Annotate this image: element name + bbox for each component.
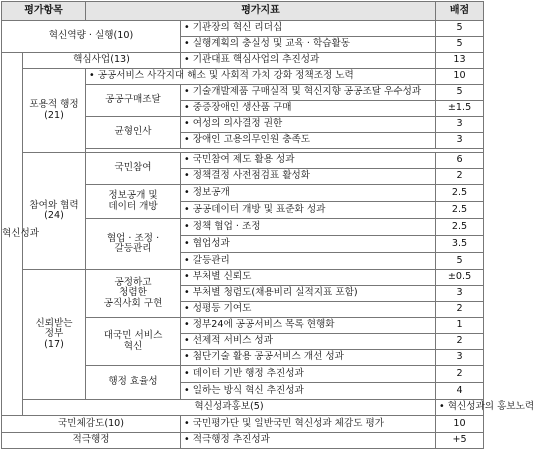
indicator-item: • 정책결정 사전점검표 활성화 — [181, 169, 436, 185]
table-row — [2, 21, 484, 37]
indicator-item: • 국민참여 제도 활용 성과 — [181, 153, 436, 169]
indicator-item: • 기관대표 핵심사업의 추진성과 — [181, 53, 436, 69]
indicator-item: • 실행계획의 충실성 및 교육 · 학습활동 — [181, 37, 436, 53]
indicator-item: • 중증장애인 생산품 구매 — [181, 101, 436, 117]
category-trusted-government: 신뢰받는 정부 (17) — [23, 270, 86, 400]
points-value: 6 — [436, 153, 484, 169]
points-value: 5 — [436, 85, 484, 101]
points-value: 3 — [436, 350, 484, 366]
indicator-item: • 부처별 청렴도(채용비리 실적지표 포함) — [181, 286, 436, 302]
indicator-item: • 장애인 고용의무인원 충족도 — [181, 133, 436, 149]
points-value: 10 — [436, 69, 484, 85]
subcategory-cooperation: 협업 · 조정 · 갈등관리 — [86, 219, 181, 270]
subcategory-admin-efficiency: 행정 효율성 — [86, 366, 181, 400]
subcategory-public-participation: 국민참여 — [86, 153, 181, 185]
category-capacity: 혁신역량 · 실행(10) — [2, 21, 181, 53]
indicator-item: • 혁신성과의 홍보노력 — [436, 400, 484, 416]
points-value: +5 — [436, 433, 484, 449]
indicator-item: • 협업성과 — [181, 236, 436, 253]
points-value: ±1.5 — [436, 101, 484, 117]
table-row — [2, 270, 484, 286]
category-participation: 참여와 협력 (24) — [23, 153, 86, 270]
indicator-item: • 성평등 기여도 — [181, 302, 436, 318]
points-value: 3 — [436, 117, 484, 133]
points-value: 3 — [436, 133, 484, 149]
points-value: 13 — [436, 53, 484, 69]
category-public-perception: 국민체감도(10) — [2, 416, 181, 433]
points-value: 10 — [436, 416, 484, 433]
table-row — [2, 400, 484, 416]
indicator-item: • 일하는 방식 혁신 추진성과 — [181, 383, 436, 400]
points-value: 2 — [436, 334, 484, 350]
points-value: 5 — [436, 37, 484, 53]
header-points: 배점 — [436, 2, 484, 21]
header-area: 평가항목 — [2, 2, 86, 21]
points-value: 2.5 — [436, 185, 484, 202]
points-value: 4 — [436, 383, 484, 400]
indicator-item: • 국민평가단 및 일반국민 혁신성과 체감도 평가 — [181, 416, 436, 433]
subcategory-public-service-innovation: 대국민 서비스 혁신 — [86, 318, 181, 366]
category-core-business: 핵심사업(13) — [23, 53, 181, 69]
points-value: 2.5 — [436, 202, 484, 219]
indicator-item: • 공공서비스 사각지대 해소 및 사회적 가치 강화 정책조정 노력 — [86, 69, 436, 85]
points-value: ±0.5 — [436, 270, 484, 286]
points-value: 2.5 — [436, 219, 484, 236]
indicator-item: • 여성의 의사결정 권한 — [181, 117, 436, 133]
table-row — [2, 69, 484, 85]
header-indicator: 평가지표 — [86, 2, 436, 21]
indicator-item: • 첨단기술 활용 공공서비스 개선 성과 — [181, 350, 436, 366]
points-value: 5 — [436, 21, 484, 37]
points-value: 2 — [436, 302, 484, 318]
subcategory-fair-public-service: 공정하고 청렴한 공직사회 구현 — [86, 270, 181, 318]
indicator-item: • 기술개발제품 구매실적 및 혁신지향 공공조달 우수성과 — [181, 85, 436, 101]
category-promotion: 혁신성과홍보(5) — [23, 400, 436, 416]
indicator-item: • 선제적 서비스 성과 — [181, 334, 436, 350]
points-value: 2 — [436, 169, 484, 185]
points-value: 2 — [436, 366, 484, 383]
category-proactive-admin: 적극행정 — [2, 433, 181, 449]
header-row — [2, 2, 484, 21]
indicator-item: • 정책 협업 · 조정 — [181, 219, 436, 236]
indicator-item: • 적극행정 추진성과 — [181, 433, 436, 449]
indicator-item: • 데이터 기반 행정 추진성과 — [181, 366, 436, 383]
table-row — [2, 53, 484, 69]
indicator-item: • 부처별 신뢰도 — [181, 270, 436, 286]
points-value: 1 — [436, 318, 484, 334]
table-row — [2, 433, 484, 449]
indicator-item: • 공공데이터 개방 및 표준화 성과 — [181, 202, 436, 219]
subcategory-procurement: 공공구매조달 — [86, 85, 181, 117]
subcategory-info-disclosure: 정보공개 및 데이터 개방 — [86, 185, 181, 219]
indicator-item: • 정부24에 공공서비스 목록 현행화 — [181, 318, 436, 334]
subcategory-balanced-hr: 균형인사 — [86, 117, 181, 149]
points-value: 3 — [436, 286, 484, 302]
indicator-item: • 기관장의 혁신 리더십 — [181, 21, 436, 37]
table-row — [2, 416, 484, 433]
indicator-item: • 정보공개 — [181, 185, 436, 202]
points-value: 3.5 — [436, 236, 484, 253]
indicator-item: • 갈등관리 — [181, 253, 436, 270]
category-innovation-results: 혁신성과 — [2, 53, 23, 416]
points-value: 5 — [436, 253, 484, 270]
table-row — [2, 153, 484, 169]
category-inclusive-admin: 포용적 행정 (21) — [23, 69, 86, 153]
evaluation-table — [1, 1, 534, 449]
